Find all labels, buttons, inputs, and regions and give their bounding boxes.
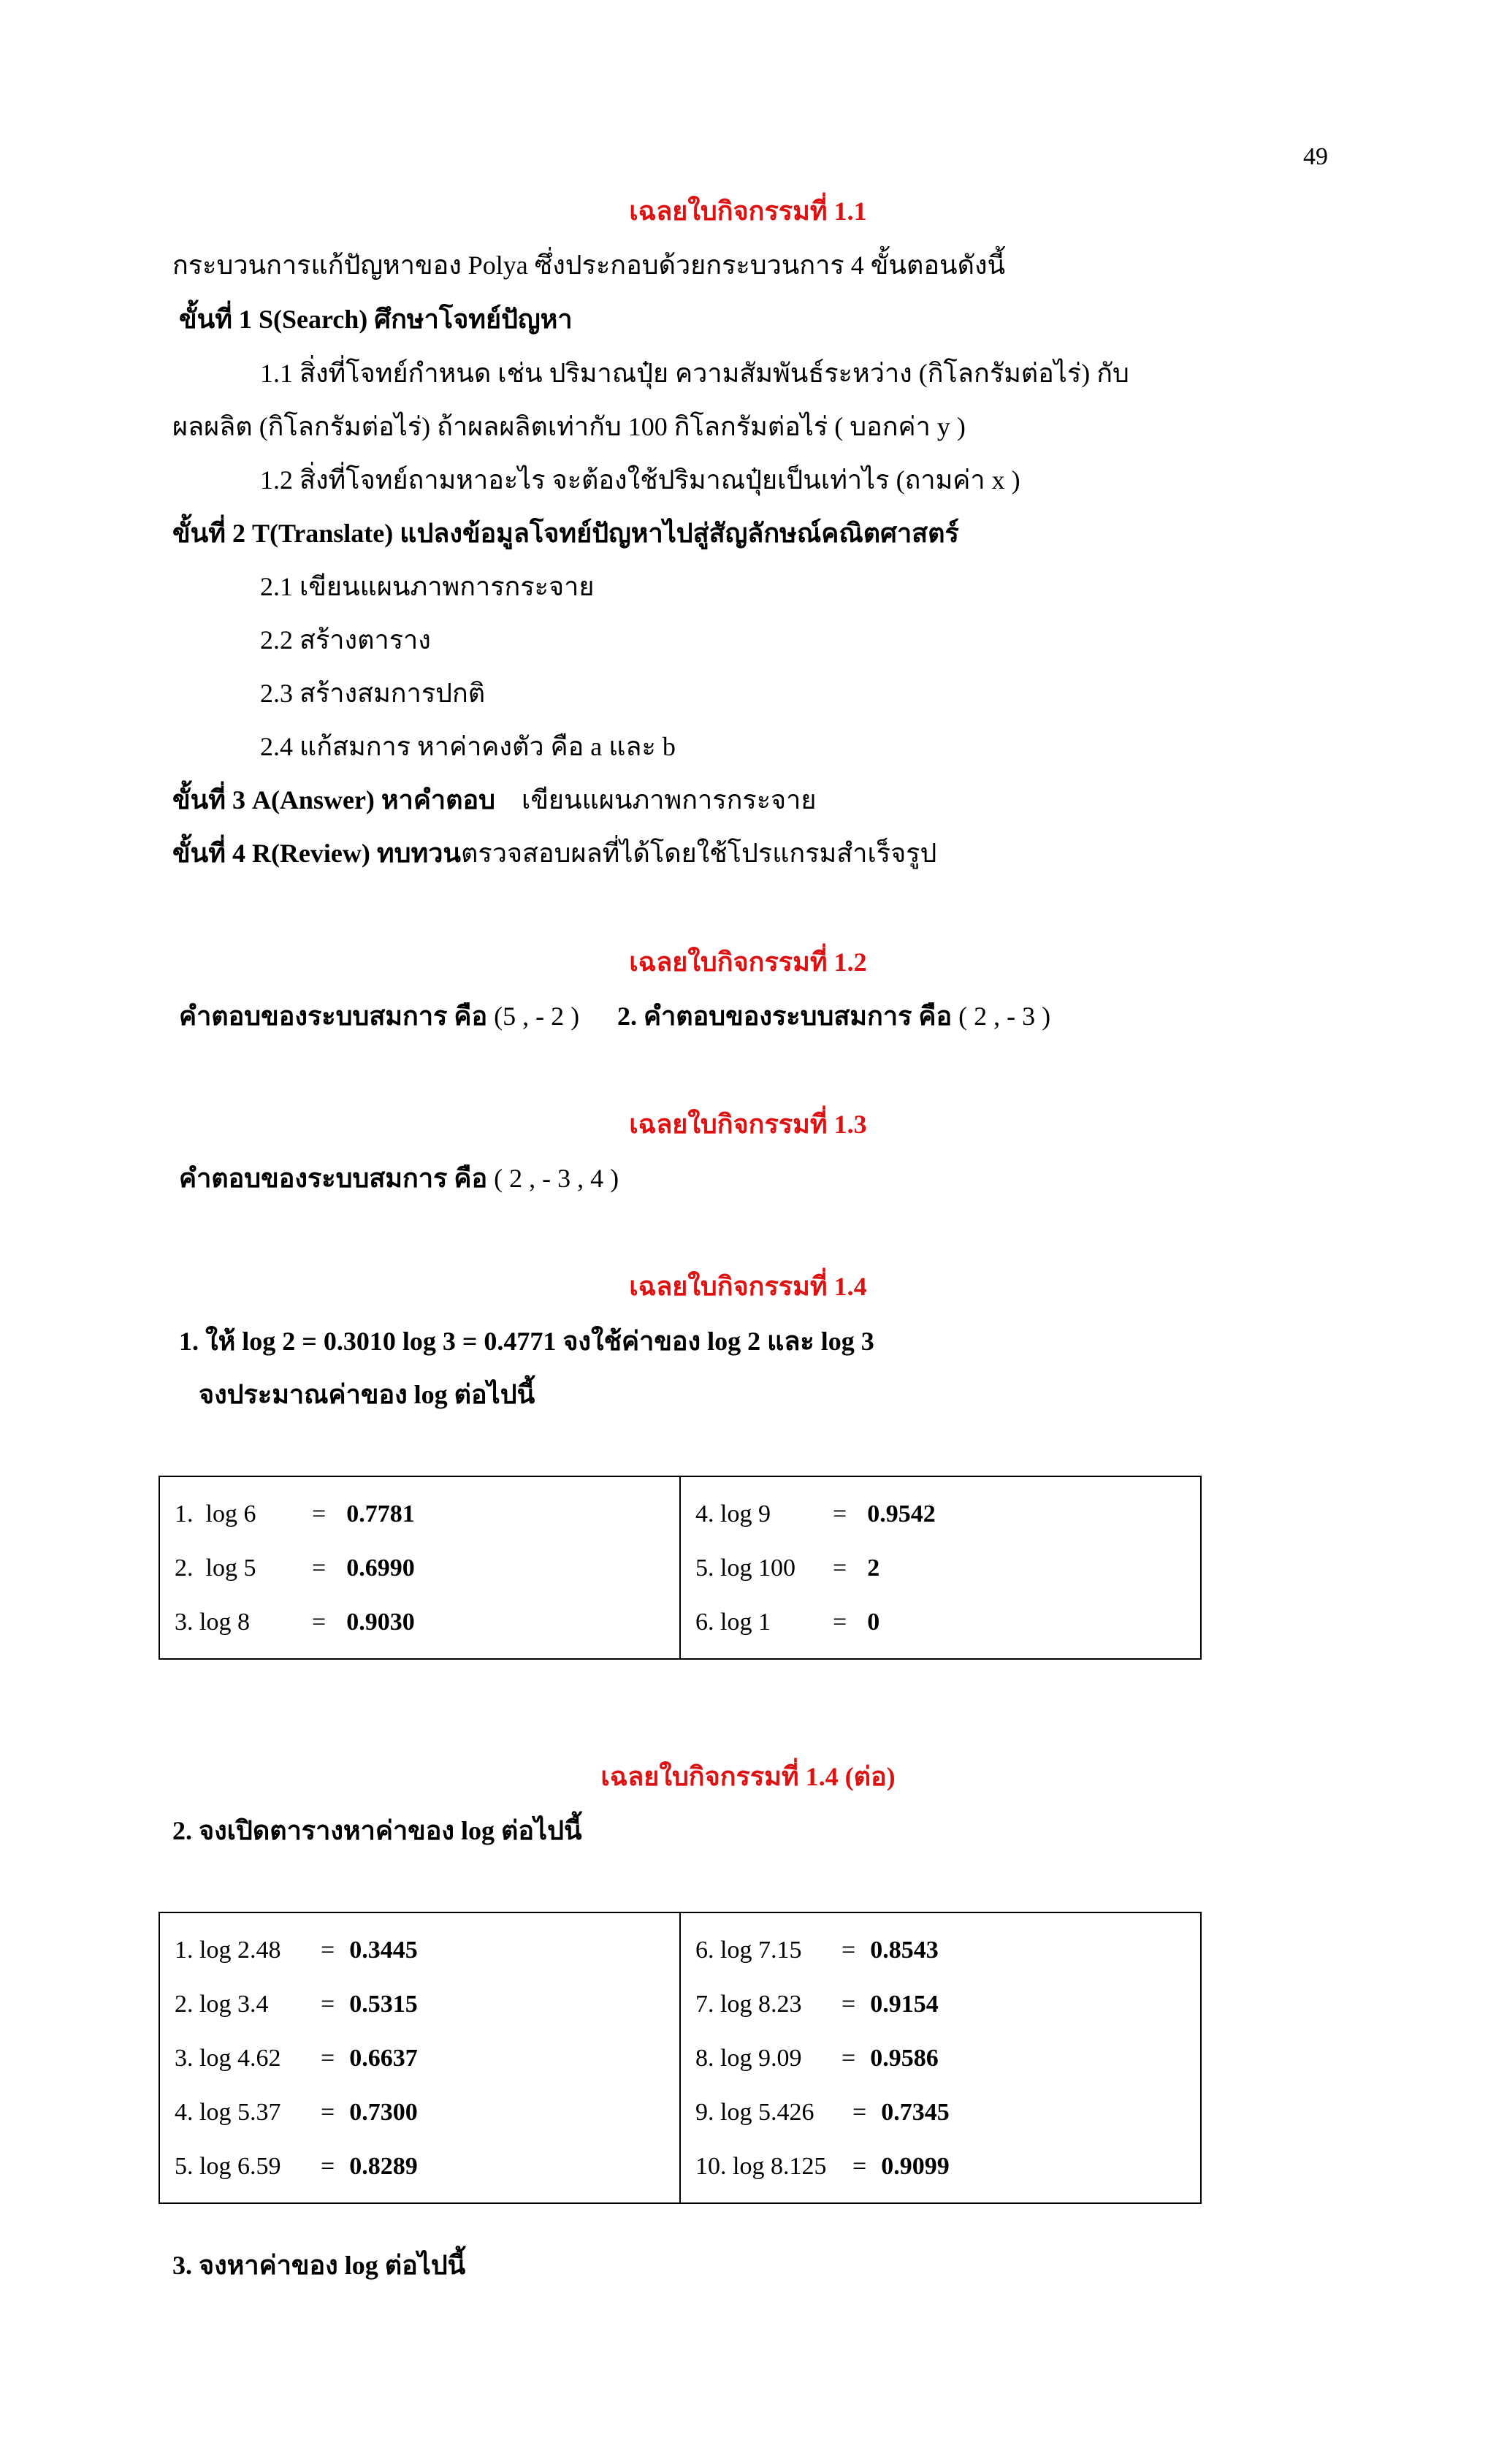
activity-1-4-cont-heading: เฉลยใบกิจกรรมที่ 1.4 (ต่อ) (600, 1762, 896, 1791)
step4-line (172, 838, 936, 869)
answer-2-label: 2. คำตอบของระบบสมการ คือ (617, 1002, 953, 1031)
step2-item-4: 2.4 แก้สมการ หาค่าคงตัว คือ a และ b (260, 732, 676, 761)
q1-line-1: 1. ให้ log 2 = 0.3010 log 3 = 0.4771 จงใช้ค่าของ log 2 และ log 3 (179, 1327, 874, 1356)
log-table-2-left (159, 1912, 680, 2203)
step2-item-1: 2.1 เขียนแผนภาพการกระจาย (260, 572, 595, 601)
q2: 2. จงเปิดตารางหาค่าของ log ต่อไปนี้ (172, 1816, 582, 1845)
table-row: 3. log 4.62 = 0.6637 (175, 2044, 418, 2072)
table-row: 2. log 5 = 0.6990 (175, 1554, 415, 1582)
log-table-1 (159, 1476, 1202, 1660)
table-row: 10. log 8.125 = 0.9099 (695, 2152, 950, 2180)
activity-1-1-heading: เฉลยใบกิจกรรมที่ 1.1 (629, 197, 867, 226)
activity-1-3-answer (179, 1163, 619, 1194)
q3: 3. จงหาค่าของ log ต่อไปนี้ (172, 2251, 466, 2280)
activity-1-2-answer-1 (179, 1001, 579, 1032)
activity-1-2-answer-2 (617, 1001, 1050, 1032)
log-table-1-left (159, 1476, 680, 1659)
table-row: 4. log 9 = 0.9542 (695, 1500, 936, 1527)
table-row: 1. log 2.48 = 0.3445 (175, 1936, 418, 1964)
polya-intro: กระบวนการแก้ปัญหาของ Polya ซึ่งประกอบด้วยกระบวนการ 4 ขั้นตอนดังนี้ (172, 251, 1006, 280)
table-row: 2. log 3.4 = 0.5315 (175, 1990, 418, 2018)
table-row: 4. log 5.37 = 0.7300 (175, 2098, 418, 2126)
step3-text: เขียนแผนภาพการกระจาย (522, 785, 817, 815)
log-table-1-right (680, 1476, 1201, 1659)
step2-item-2: 2.2 สร้างตาราง (260, 625, 431, 655)
step2-item-3: 2.3 สร้างสมการปกติ (260, 679, 486, 708)
answer-value: ( 2 , - 3 , 4 ) (494, 1164, 619, 1193)
answer-1-value: (5 , - 2 ) (494, 1002, 580, 1031)
activity-1-3-heading: เฉลยใบกิจกรรมที่ 1.3 (629, 1110, 867, 1139)
answer-2-value: ( 2 , - 3 ) (958, 1002, 1051, 1031)
table-row: 5. log 100 = 2 (695, 1554, 880, 1582)
log-table-2 (159, 1912, 1202, 2204)
table-row: 3. log 8 = 0.9030 (175, 1608, 415, 1636)
table-row: 6. log 7.15 = 0.8543 (695, 1936, 939, 1964)
log-table-2-right (680, 1912, 1201, 2203)
table-row: 6. log 1 = 0 (695, 1608, 880, 1636)
table-row: 7. log 8.23 = 0.9154 (695, 1990, 939, 2018)
step3-title: ขั้นที่ 3 A(Answer) หาคำตอบ (172, 785, 496, 815)
q1-line-2: จงประมาณค่าของ log ต่อไปนี้ (199, 1380, 535, 1409)
page-number: 49 (1303, 143, 1328, 170)
step3-line (172, 785, 816, 816)
table-row: 9. log 5.426 = 0.7345 (695, 2098, 950, 2126)
answer-1-label: คำตอบของระบบสมการ คือ (179, 1002, 488, 1031)
step1-title: ขั้นที่ 1 S(Search) ศึกษาโจทย์ปัญหา (179, 305, 573, 334)
step1-1-line2: ผลผลิต (กิโลกรัมต่อไร่) ถ้าผลผลิตเท่ากับ 100 กิโลกรัมต่อไร่ ( บอกค่า y ) (172, 412, 966, 441)
activity-1-2-heading: เฉลยใบกิจกรรมที่ 1.2 (629, 947, 867, 977)
answer-label: คำตอบของระบบสมการ คือ (179, 1164, 488, 1193)
step1-2: 1.2 สิ่งที่โจทย์ถามหาอะไร จะต้องใช้ปริมาณปุ๋ยเป็นเท่าไร (ถามค่า x ) (260, 465, 1020, 495)
step4-title: ขั้นที่ 4 R(Review) ทบทวน (172, 839, 462, 868)
step1-1-line1: 1.1 สิ่งที่โจทย์กำหนด เช่น ปริมาณปุ๋ย ความสัมพันธ์ระหว่าง (กิโลกรัมต่อไร่) กับ (260, 359, 1129, 388)
step4-text: ตรวจสอบผลที่ได้โดยใช้โปรแกรมสำเร็จรูป (461, 839, 937, 868)
table-row: 8. log 9.09 = 0.9586 (695, 2044, 939, 2072)
activity-1-4-heading: เฉลยใบกิจกรรมที่ 1.4 (629, 1272, 867, 1301)
table-row: 1. log 6 = 0.7781 (175, 1500, 415, 1527)
table-row: 5. log 6.59 = 0.8289 (175, 2152, 418, 2180)
step2-title: ขั้นที่ 2 T(Translate) แปลงข้อมูลโจทย์ปัญหาไปสู่สัญลักษณ์คณิตศาสตร์ (172, 519, 959, 548)
